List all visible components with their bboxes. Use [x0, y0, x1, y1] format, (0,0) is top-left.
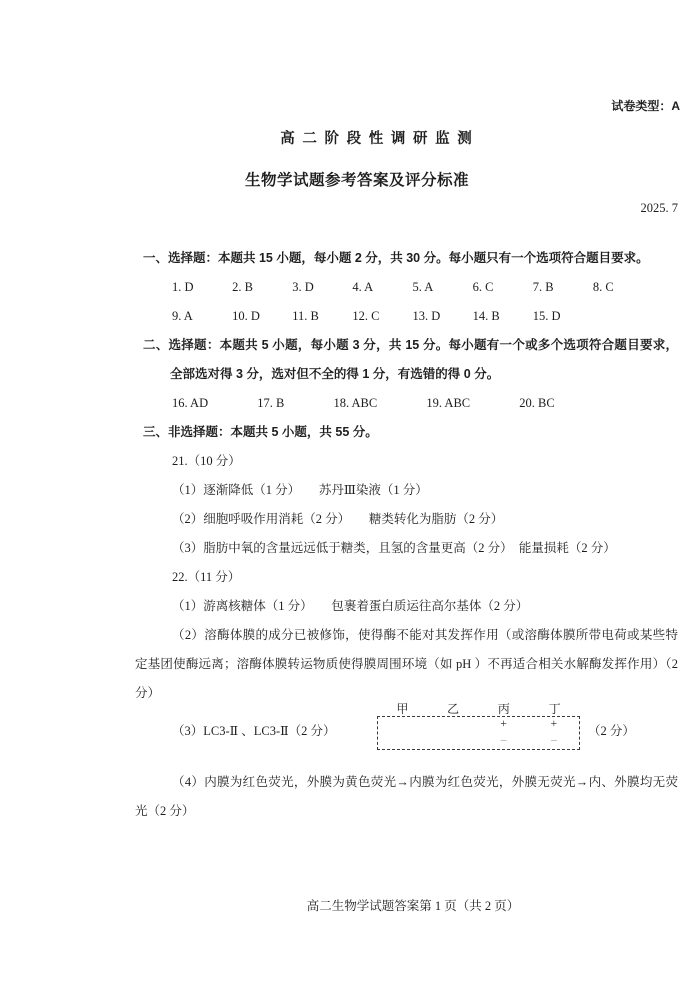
exam-date: 2025. 7	[640, 201, 678, 215]
page-footer: 高二生物学试题答案第 1 页（共 2 页）	[306, 899, 520, 913]
table-cell	[378, 717, 428, 733]
answer-item: 1. D	[172, 280, 194, 294]
table-cell: –	[551, 734, 557, 746]
section1-heading: 一、选择题：本题共 15 小题，每小题 2 分，共 30 分。每小题只有一个选项符合题目要求。	[143, 251, 649, 265]
q22-item4: （4）内膜为红色荧光，外膜为黄色荧光→内膜为红色荧光，外膜无荧光→内、外膜均无荧光（2 分）	[135, 775, 678, 818]
answer-item: 13. D	[412, 309, 441, 323]
section1-answers-row1	[0, 273, 700, 302]
table-header-cell: 乙	[447, 702, 460, 716]
answer-item: 18. ABC	[333, 396, 378, 410]
q22-item3-score: （2 分）	[588, 724, 635, 738]
answer-item: 14. B	[472, 309, 500, 323]
answer-item: 15. D	[532, 309, 561, 323]
dashed-result-box	[377, 716, 580, 750]
table-header-cell: 丙	[497, 702, 510, 716]
table-column-headers	[377, 702, 580, 716]
answer-item: 20. BC	[519, 396, 555, 410]
table-cell	[378, 733, 428, 749]
paper-type-label: 试卷类型：A	[611, 99, 680, 113]
answer-item: 16. AD	[172, 396, 209, 410]
table-header-cell: 甲	[396, 702, 409, 716]
answer-item: 11. B	[292, 309, 319, 323]
western-blot-result-table	[377, 702, 580, 750]
q21-item3: （3）脂肪中氧的含量远远低于糖类，且氢的含量更高（2 分） 能量损耗（2 分）	[172, 541, 616, 555]
q22-number: 22.（11 分）	[172, 570, 241, 584]
answer-item: 2. B	[232, 280, 253, 294]
answer-item: 5. A	[412, 280, 434, 294]
table-cell: +	[550, 718, 558, 730]
answer-item: 4. A	[352, 280, 374, 294]
answer-item: 3. D	[292, 280, 314, 294]
q22-item1: （1）游离核糖体（1 分） 包裹着蛋白质运往高尔基体（2 分）	[172, 599, 529, 613]
section2-heading: 二、选择题：本题共 5 小题，每小题 3 分，共 15 分。每小题有一个或多个选项符合题目要求，全部选对得 3 分，选对但不全的得 1 分，有选错的得 0 分。	[143, 338, 678, 381]
table-cell	[428, 717, 478, 733]
answer-item: 12. C	[352, 309, 380, 323]
q22-item2: （2）溶酶体膜的成分已被修饰，使得酶不能对其发挥作用（或溶酶体膜所带电荷或某些特定基团使酶远离；溶酶体膜转运物质使得膜周围环境（如 pH ）不再适合相关水解酶发挥作用）（2 分）	[135, 628, 678, 700]
table-cell: +	[500, 718, 507, 730]
table-header-cell: 丁	[548, 702, 561, 716]
q22-item3-answer: （3）LC3-Ⅱ 、LC3-Ⅱ（2 分）	[172, 724, 336, 738]
q21-item2: （2）细胞呼吸作用消耗（2 分） 糖类转化为脂肪（2 分）	[172, 512, 504, 526]
q21-number: 21.（10 分）	[172, 454, 241, 468]
q21-item1: （1）逐渐降低（1 分） 苏丹Ⅲ染液（1 分）	[172, 483, 428, 497]
answer-item: 10. D	[232, 309, 260, 323]
answer-body	[0, 244, 700, 826]
table-cell: –	[500, 734, 507, 746]
page-title: 生物学试题参考答案及评分标准	[244, 172, 470, 189]
q22-item3	[0, 702, 700, 760]
answer-item: 19. ABC	[426, 396, 471, 410]
table-cell	[428, 733, 478, 749]
exam-title: 高 二 阶 段 性 调 研 监 测	[280, 131, 474, 147]
answer-item: 6. C	[472, 280, 494, 294]
section1-answers-row2	[0, 302, 700, 331]
section2-answers-row	[0, 389, 700, 418]
section3-heading: 三、非选择题：本题共 5 小题，共 55 分。	[143, 425, 378, 439]
answer-item: 8. C	[592, 280, 614, 294]
answer-item: 9. A	[172, 309, 193, 323]
answer-item: 7. B	[532, 280, 554, 294]
answer-item: 17. B	[257, 396, 285, 410]
